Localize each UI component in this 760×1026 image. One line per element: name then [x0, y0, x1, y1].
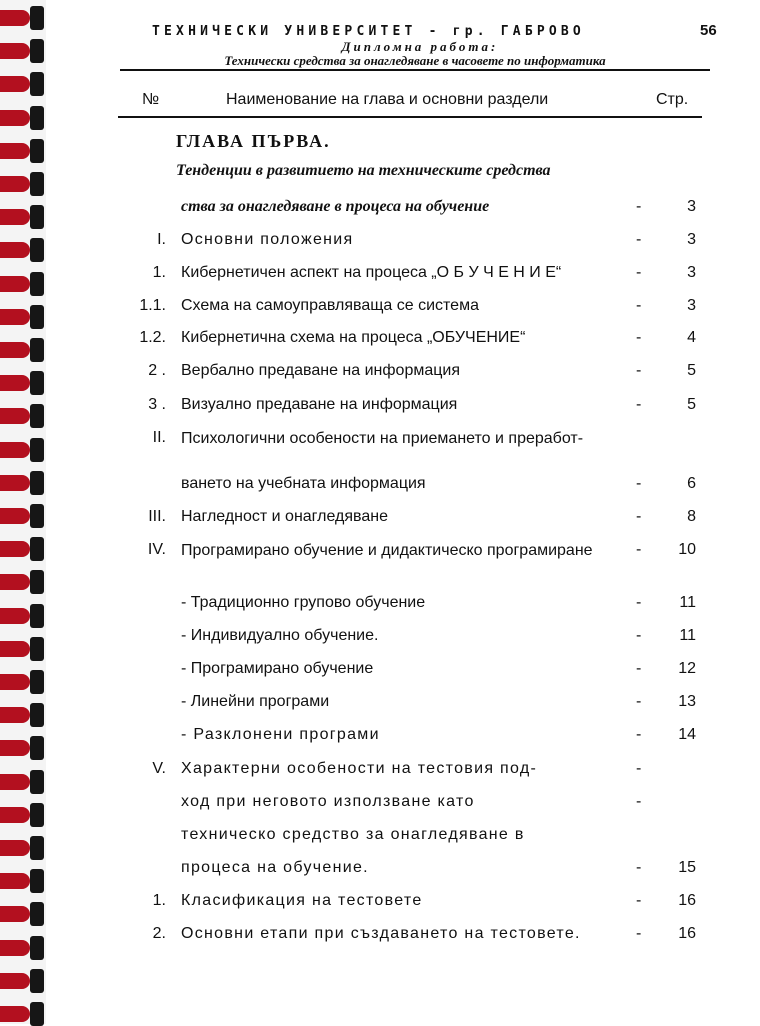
toc-dash: -: [636, 475, 642, 492]
toc-title: - Разклонени програми: [181, 726, 380, 743]
toc-number: 2 .: [148, 362, 166, 379]
binding-coil: [0, 504, 44, 528]
chapter-subtitle: Тенденции в развитието на техническите средства: [176, 162, 551, 179]
toc-title: Вербално предаване на информация: [181, 362, 460, 379]
toc-page: 16: [678, 892, 696, 909]
toc-dash: -: [636, 297, 642, 314]
toc-title: Кибернетичен аспект на процеса „О Б У Ч Е Н И Е“: [181, 264, 562, 281]
toc-number: 1.2.: [139, 329, 166, 346]
toc-dash: -: [636, 892, 642, 909]
toc-dash: -: [636, 726, 642, 743]
header-rule: [120, 69, 710, 71]
binding-coil: [0, 836, 44, 860]
toc-page: 14: [678, 726, 696, 743]
toc-number: IV.: [147, 541, 166, 558]
column-header-rule: [118, 116, 702, 118]
binding-coil: [0, 471, 44, 495]
column-header-title: Наименование на глава и основни раздели: [226, 91, 549, 108]
binding-coil: [0, 703, 44, 727]
toc-page: 3: [687, 297, 696, 314]
binding-coil: [0, 238, 44, 262]
binding-coil: [0, 969, 44, 993]
toc-number: 2.: [152, 925, 166, 942]
toc-title: Основни положения: [181, 231, 354, 248]
binding-coil: [0, 371, 44, 395]
binding-coil: [0, 272, 44, 296]
binding-coil: [0, 902, 44, 926]
toc-dash: -: [636, 693, 642, 710]
toc-title: Програмирано обучение и дидактическо програмиране: [181, 542, 593, 559]
binding-coil: [0, 39, 44, 63]
binding-coil: [0, 106, 44, 130]
toc-page: 12: [678, 660, 696, 677]
toc-number: 1.1.: [139, 297, 166, 314]
toc-dash: -: [636, 627, 642, 644]
spiral-binding: [0, 0, 46, 1024]
toc-page: 11: [679, 627, 696, 644]
toc-title: - Програмирано обучение: [181, 660, 374, 677]
toc-dash: -: [636, 859, 642, 876]
column-header-num: №: [142, 91, 160, 108]
toc-page: 4: [687, 329, 696, 346]
toc-page: 3: [687, 264, 696, 281]
header-doc-type: Дипломна работа:: [341, 39, 499, 54]
header-thesis-title: Технически средства за онагледяване в часовете по информатика: [224, 53, 606, 68]
toc-title: Визуално предаване на информация: [181, 396, 458, 413]
column-header-page: Стр.: [656, 91, 689, 108]
toc-dash: -: [636, 329, 642, 346]
toc-dash: -: [636, 925, 642, 942]
toc-number: III.: [148, 508, 166, 525]
toc-page: 6: [687, 475, 696, 492]
toc-page: 16: [678, 925, 696, 942]
toc-title: - Линейни програми: [181, 693, 330, 710]
toc-number: 3 .: [148, 396, 166, 413]
binding-coil: [0, 803, 44, 827]
toc-page: 11: [679, 594, 696, 611]
toc-title: Схема на самоуправляваща се система: [181, 297, 479, 314]
toc-number: V.: [152, 760, 166, 777]
binding-coil: [0, 72, 44, 96]
toc-title: - Индивидуално обучение.: [181, 627, 379, 644]
toc-number: I.: [157, 231, 166, 248]
chapter-title: ГЛАВА ПЪРВА.: [176, 131, 331, 151]
toc-page: 3: [687, 231, 696, 248]
toc-page: 5: [687, 396, 696, 413]
binding-coil: [0, 537, 44, 561]
binding-coil: [0, 205, 44, 229]
toc-title: техническо средство за онагледяване в: [181, 826, 525, 843]
binding-coil: [0, 6, 44, 30]
toc-title: ства за онагледяване в процеса на обучение: [181, 198, 490, 215]
toc-dash: -: [636, 594, 642, 611]
binding-coil: [0, 670, 44, 694]
toc-page: 15: [678, 859, 696, 876]
toc-title: Класификация на тестовете: [181, 892, 423, 909]
header-university: ТЕХНИЧЕСКИ УНИВЕРСИТЕТ - гр. ГАБРОВО: [152, 24, 585, 39]
toc-dash: -: [636, 231, 642, 248]
toc-title: процеса на обучение.: [181, 859, 369, 876]
toc-dash: -: [636, 508, 642, 525]
binding-coil: [0, 770, 44, 794]
binding-coil: [0, 172, 44, 196]
binding-coil: [0, 936, 44, 960]
toc-title: ването на учебната информация: [181, 475, 426, 492]
binding-coil: [0, 736, 44, 760]
binding-coil: [0, 570, 44, 594]
toc-title: Основни етапи при създаването на тестовете.: [181, 925, 581, 942]
toc-dash: -: [636, 396, 642, 413]
toc-title: Нагледност и онагледяване: [181, 508, 388, 525]
toc-dash: -: [636, 264, 642, 281]
toc-number: 1.: [152, 264, 166, 281]
toc-title: Кибернетична схема на процеса „ОБУЧЕНИЕ“: [181, 329, 526, 346]
toc-dash: -: [636, 760, 642, 777]
binding-coil: [0, 604, 44, 628]
toc-title: - Традиционно групово обучение: [181, 594, 426, 611]
binding-coil: [0, 1002, 44, 1026]
toc-page: 8: [687, 508, 696, 525]
toc-dash: -: [636, 198, 642, 215]
toc-dash: -: [636, 541, 642, 558]
toc-dash: -: [636, 660, 642, 677]
page-number: 56: [700, 22, 717, 39]
toc-title: Психологични особености на приемането и преработ-: [181, 430, 584, 447]
toc-page: 5: [687, 362, 696, 379]
toc-number: II.: [152, 429, 166, 446]
binding-coil: [0, 139, 44, 163]
binding-coil: [0, 869, 44, 893]
binding-coil: [0, 305, 44, 329]
toc-page: 13: [678, 693, 696, 710]
toc-title: ход при неговото използване като: [181, 793, 475, 810]
binding-coil: [0, 404, 44, 428]
binding-coil: [0, 438, 44, 462]
binding-coil: [0, 637, 44, 661]
toc-number: 1.: [152, 892, 166, 909]
binding-coil: [0, 338, 44, 362]
toc-title: Характерни особености на тестовия под-: [181, 760, 538, 777]
toc-dash: -: [636, 793, 642, 810]
toc-page: 10: [678, 541, 696, 558]
toc-dash: -: [636, 362, 642, 379]
toc-page: 3: [687, 198, 696, 215]
